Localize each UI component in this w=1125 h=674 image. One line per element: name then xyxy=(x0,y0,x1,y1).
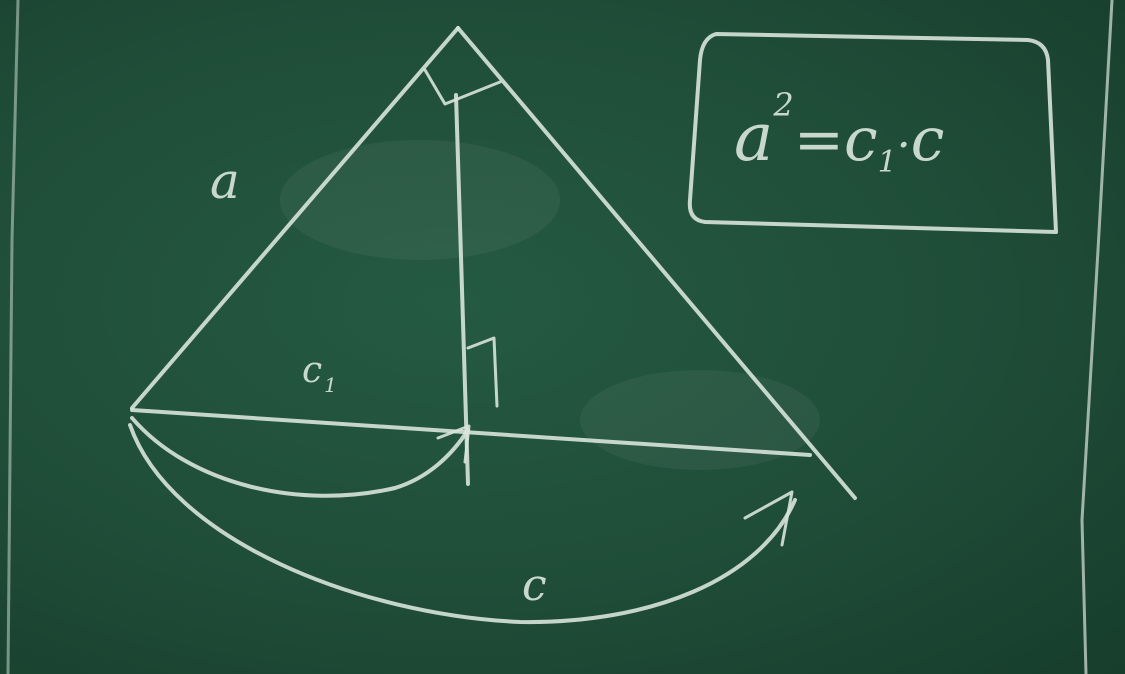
label-leg-a: a xyxy=(210,152,240,210)
formula-factor1: c xyxy=(844,105,878,175)
formula-exponent: 2 xyxy=(773,86,794,124)
right-angle-mark-top xyxy=(425,70,500,104)
formula-factor2: c xyxy=(910,105,945,175)
chalk-smudge xyxy=(280,140,560,260)
formula-factor1-subscript: 1 xyxy=(877,145,897,180)
formula-equals: = xyxy=(793,105,844,175)
board-right-edge-line xyxy=(1082,0,1112,674)
formula-lhs: a xyxy=(734,99,774,176)
label-projection-c1 xyxy=(302,350,337,397)
label-projection-c: c xyxy=(302,350,323,391)
label-projection-subscript: 1 xyxy=(324,373,337,397)
formula-dot: · xyxy=(896,120,911,171)
board-left-edge xyxy=(8,0,18,674)
formula-text xyxy=(734,86,944,180)
right-angle-mark-foot xyxy=(468,338,497,406)
label-hypotenuse-c: c xyxy=(522,560,547,611)
